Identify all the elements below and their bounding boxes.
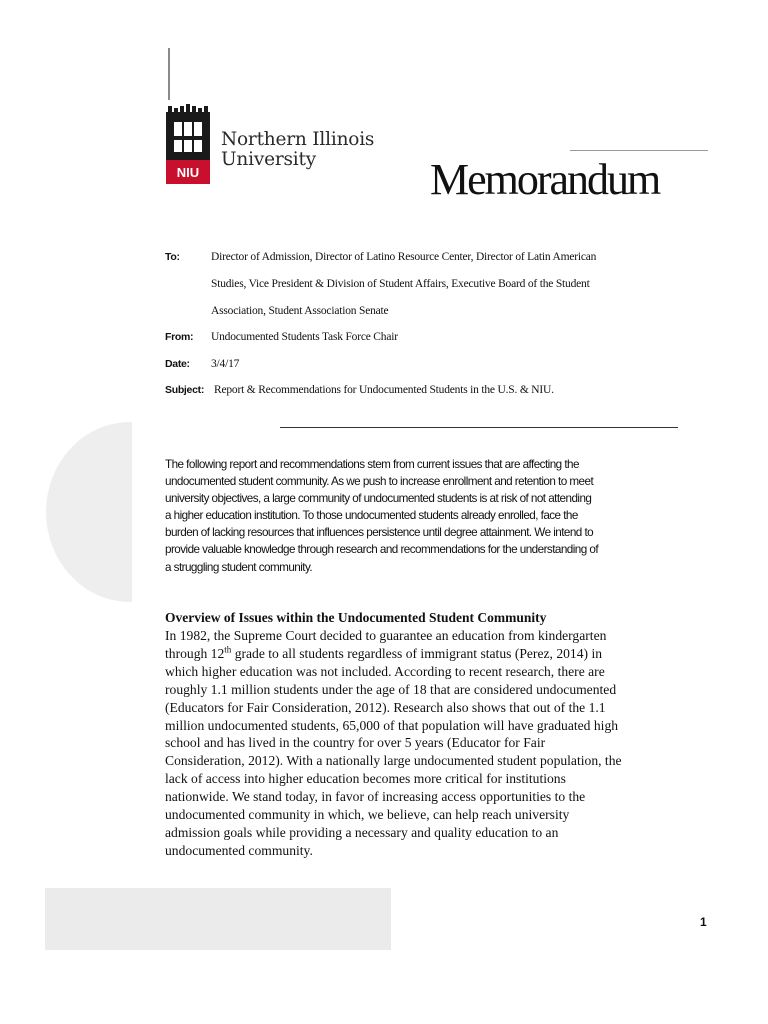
memo-title: Memorandum bbox=[430, 155, 660, 204]
body-line: roughly 1.1 million students under the age of 18 that are considered undocumented bbox=[165, 681, 617, 697]
body-line-post: grade to all students regardless of immigrant status (Perez, 2014) in bbox=[231, 645, 603, 661]
to-label: To: bbox=[165, 251, 180, 263]
logo-badge-text: NIU bbox=[176, 165, 200, 180]
university-name-line1: Northern Illinois bbox=[221, 129, 375, 150]
section-body bbox=[165, 627, 685, 860]
to-line-1: Director of Admission, Director of Latino Resource Center, Director of Latin American bbox=[211, 251, 597, 263]
top-vertical-rule bbox=[168, 48, 170, 100]
body-line-pre: through 12 bbox=[165, 645, 225, 661]
body-line: Consideration, 2012). With a nationally large undocumented student population, the bbox=[165, 753, 622, 769]
intro-line: university objectives, a large community of undocumented students is at risk of not attending bbox=[165, 492, 592, 506]
to-line-2: Studies, Vice President & Division of Student Affairs, Executive Board of the Student bbox=[211, 278, 590, 290]
body-line: undocumented community in which, we believe, can help reach university bbox=[165, 807, 570, 823]
page-number: 1 bbox=[700, 915, 707, 929]
from-label: From: bbox=[165, 331, 194, 343]
date-label: Date: bbox=[165, 358, 190, 370]
body-line: admission goals while providing a necessary and quality education to an bbox=[165, 824, 559, 840]
intro-line: a struggling student community. bbox=[165, 560, 313, 574]
intro-paragraph bbox=[165, 456, 685, 576]
body-line: lack of access into higher education becomes more critical for institutions bbox=[165, 771, 566, 787]
intro-line: The following report and recommendations stem from current issues that are affecting the bbox=[165, 458, 579, 471]
intro-line: burden of lacking resources that influences persistence until degree attainment. We intend to bbox=[165, 526, 594, 540]
body-line: undocumented community. bbox=[165, 842, 313, 858]
footer-gray-block bbox=[45, 888, 391, 950]
body-line: (Educators for Fair Consideration, 2012). Research also shows that out of the 1.1 bbox=[165, 699, 606, 715]
date-value: 3/4/17 bbox=[211, 358, 240, 370]
body-line: million undocumented students, 65,000 of that population will have graduated high bbox=[165, 717, 619, 733]
intro-line: a higher education institution. To those undocumented students already enrolled, face the bbox=[165, 509, 578, 523]
university-name-line2: University bbox=[221, 149, 316, 170]
intro-line: undocumented student community. As we push to increase enrollment and retention to meet bbox=[165, 475, 594, 489]
from-value: Undocumented Students Task Force Chair bbox=[211, 331, 398, 343]
university-logo bbox=[164, 104, 424, 188]
title-top-rule bbox=[570, 150, 708, 151]
subject-label: Subject: bbox=[165, 384, 205, 396]
university-name bbox=[221, 130, 374, 170]
body-line: school and has lived in the country for over 5 years (Educator for Fair bbox=[165, 735, 546, 751]
to-line-3: Association, Student Association Senate bbox=[211, 305, 389, 317]
body-line: nationwide. We stand today, in favor of increasing access opportunities to the bbox=[165, 789, 586, 805]
section-heading: Overview of Issues within the Undocumented Student Community bbox=[165, 610, 547, 625]
body-line: In 1982, the Supreme Court decided to guarantee an education from kindergarten bbox=[165, 628, 607, 643]
niu-tower-logo-icon bbox=[164, 104, 212, 184]
subject-value: Report & Recommendations for Undocumented Students in the U.S. & NIU. bbox=[214, 384, 554, 396]
intro-line: provide valuable knowledge through research and recommendations for the understanding of bbox=[165, 543, 599, 557]
body-line: which higher education was not included. According to recent research, there are bbox=[165, 663, 605, 679]
ordinal-suffix: th bbox=[224, 644, 232, 655]
